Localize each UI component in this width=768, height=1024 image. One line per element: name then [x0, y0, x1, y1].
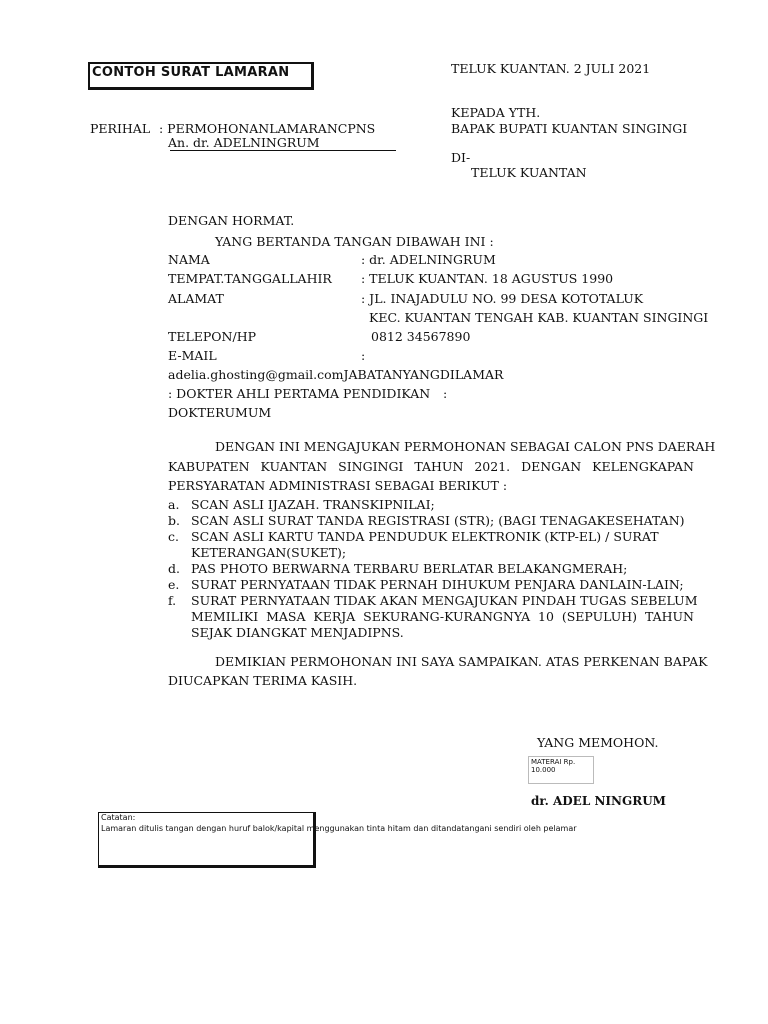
materai-label: MATERAI Rp. 10.000 [531, 758, 576, 774]
list-item-marker: f. [168, 593, 177, 608]
list-item-text: SURAT PERNYATAAN TIDAK AKAN MENGAJUKAN PINDAH TUGAS SEBELUM [191, 593, 698, 608]
materai-stamp-box [528, 756, 594, 784]
position-value: DOKTERUMUM [168, 405, 272, 420]
list-item-marker: d. [168, 561, 180, 576]
field-value-telepon: 0812 34567890 [371, 329, 471, 344]
recipient-city: TELUK KUANTAN [471, 165, 587, 180]
list-item-text: PAS PHOTO BERWARNA TERBARU BERLATAR BELAKANGMERAH; [191, 561, 628, 576]
list-item-marker: b. [168, 513, 180, 528]
note-box [98, 812, 577, 868]
place-date: TELUK KUANTAN. 2 JULI 2021 [451, 61, 651, 76]
field-value-nama: : dr. ADELNINGRUM [361, 252, 496, 267]
list-item-text: SCAN ASLI SURAT TANDA REGISTRASI (STR); (BAGI TENAGAKESEHATAN) [191, 513, 685, 528]
letter-title-box [88, 62, 314, 90]
closing-line-1: DEMIKIAN PERMOHONAN INI SAYA SAMPAIKAN. ATAS PERKENAN BAPAK [215, 654, 708, 669]
position-line: : DOKTER AHLI PERTAMA PENDIDIKAN [168, 386, 431, 401]
recipient-name: BAPAK BUPATI KUANTAN SINGINGI [451, 121, 688, 136]
field-label-email: E-MAIL [168, 348, 217, 363]
perihal-underline [170, 150, 396, 151]
salutation: DENGAN HORMAT. [168, 213, 295, 228]
list-item-text-continued: KETERANGAN(SUKET); [191, 545, 347, 560]
body-line-3: PERSYARATAN ADMINISTRASI SEBAGAI BERIKUT : [168, 478, 508, 493]
position-colon: : [443, 386, 448, 401]
recipient-greeting: KEPADA YTH. [451, 105, 541, 120]
list-item-marker: e. [168, 577, 180, 592]
signer-name: dr. ADEL NINGRUM [531, 794, 666, 808]
field-value-email: : [361, 348, 366, 363]
field-value-ttl: : TELUK KUANTAN. 18 AGUSTUS 1990 [361, 271, 614, 286]
field-value-alamat: : JL. INAJADULU NO. 99 DESA KOTOTALUK [361, 291, 644, 306]
perihal-value: : PERMOHONANLAMARANCPNS [159, 121, 376, 136]
perihal-label: PERIHAL [90, 121, 151, 136]
list-item-marker: a. [168, 497, 180, 512]
field-label-alamat: ALAMAT [168, 291, 224, 306]
field-value-alamat-2: KEC. KUANTAN TENGAH KAB. KUANTAN SINGINGI [369, 310, 709, 325]
closing-line-2: DIUCAPKAN TERIMA KASIH. [168, 673, 358, 688]
note-body: Lamaran ditulis tangan dengan huruf balok/kapital menggunakan tinta hitam dan ditandatangani sendiri oleh pelamar [101, 824, 577, 833]
perihal-an: An. dr. ADELNINGRUM [168, 135, 320, 150]
body-line-2: KABUPATEN KUANTAN SINGINGI TAHUN 2021. DENGAN KELENGKAPAN [168, 459, 694, 474]
note-title: Catatan: [101, 813, 136, 822]
field-label-nama: NAMA [168, 252, 210, 267]
body-line-1: DENGAN INI MENGAJUKAN PERMOHONAN SEBAGAI CALON PNS DAERAH [215, 439, 716, 454]
field-label-telepon: TELEPON/HP [168, 329, 257, 344]
list-item-text-continued: MEMILIKI MASA KERJA SEKURANG-KURANGNYA 10 (SEPULUH) TAHUN [191, 609, 694, 624]
signature-label: YANG MEMOHON. [537, 735, 659, 750]
field-label-ttl: TEMPAT.TANGGALLAHIR [168, 271, 332, 286]
recipient-di: DI- [451, 150, 471, 165]
list-item-text: SCAN ASLI KARTU TANDA PENDUDUK ELEKTRONIK (KTP-EL) / SURAT [191, 529, 659, 544]
intro-line: YANG BERTANDA TANGAN DIBAWAH INI : [215, 234, 494, 249]
list-item-text: SCAN ASLI IJAZAH. TRANSKIPNILAI; [191, 497, 435, 512]
email-line: adelia.ghosting@gmail.comJABATANYANGDILAMAR [168, 367, 504, 382]
list-item-text: SURAT PERNYATAAN TIDAK PERNAH DIHUKUM PENJARA DANLAIN-LAIN; [191, 577, 684, 592]
letter-title: CONTOH SURAT LAMARAN [92, 65, 290, 80]
list-item-text-continued: SEJAK DIANGKAT MENJADIPNS. [191, 625, 404, 640]
list-item-marker: c. [168, 529, 179, 544]
